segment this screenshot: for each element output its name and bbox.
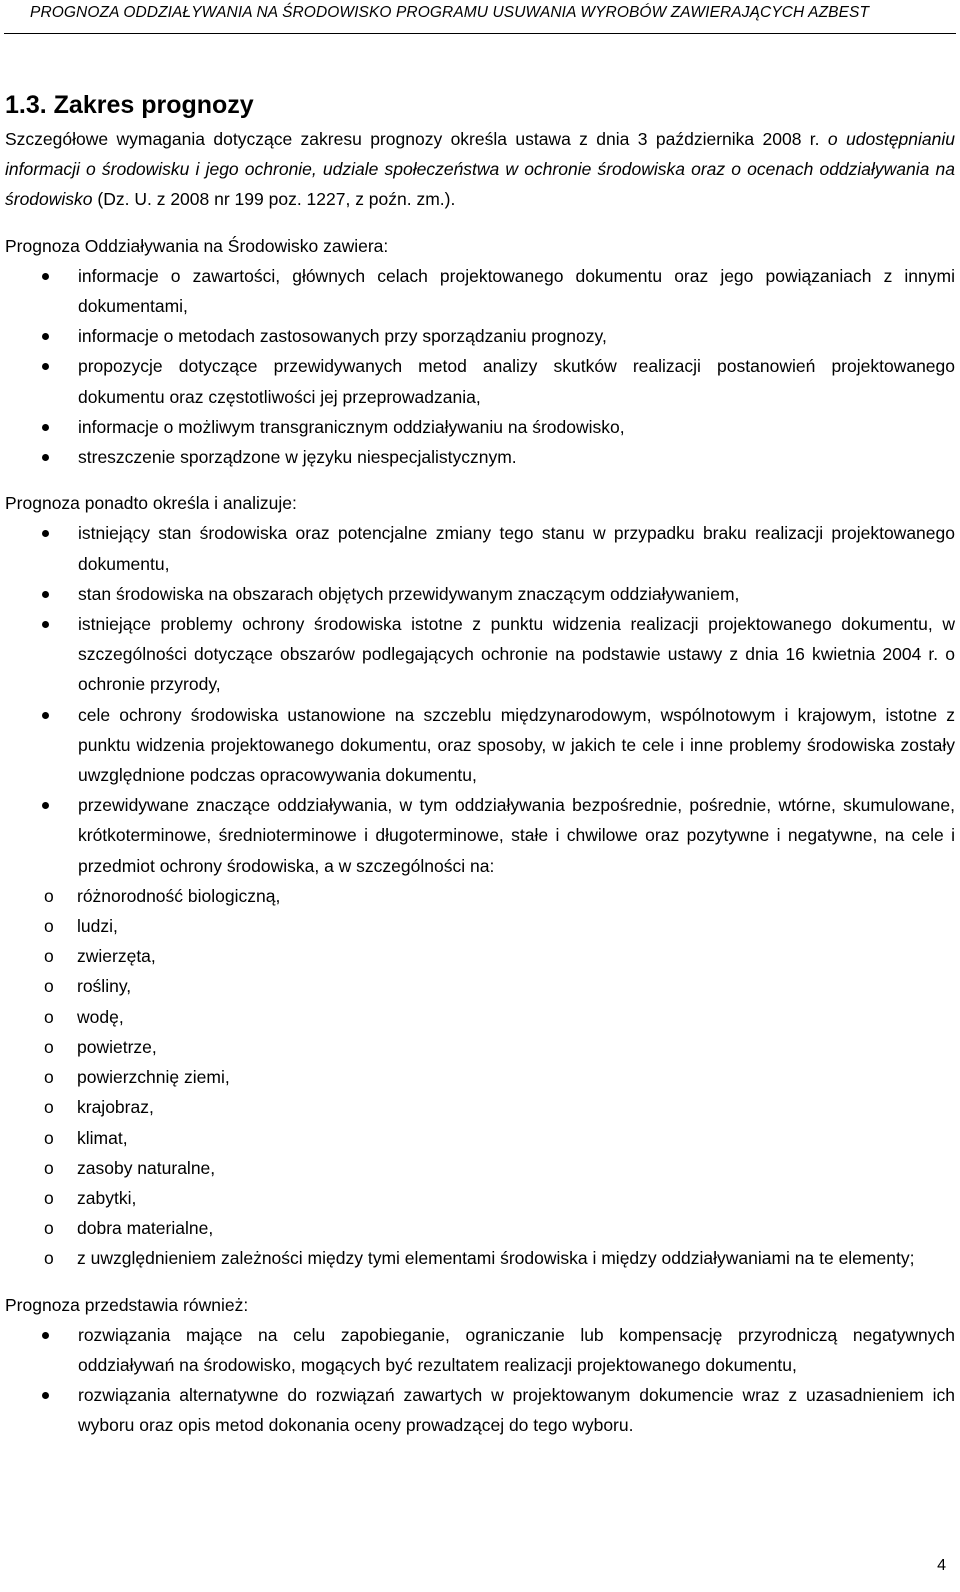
sublist-item: o zasoby naturalne,: [44, 1153, 955, 1183]
sublist-item: o klimat,: [44, 1123, 955, 1153]
intro-italic-text: o udostępnianiu informacji o środowisku i jego ochronie, udziale społeczeństwa w ochronie środowiska oraz o ocenach oddziaływania na środowisko: [5, 129, 955, 210]
list-item: [5, 790, 955, 881]
list-item: informacje o metodach zastosowanych przy sporządzaniu prognozy,: [5, 321, 955, 351]
section-intro-paragraph: [5, 124, 955, 215]
sublist-item: o powietrze,: [44, 1032, 955, 1062]
sublist-item: o zabytki,: [44, 1183, 955, 1213]
list-item: rozwiązania mające na celu zapobieganie, ograniczanie lub kompensację przyrodniczą negatywnych oddziaływań na środowisko, mogących być rezultatem realizacji projektowanego dokumentu,: [5, 1320, 955, 1380]
intro-citation-text: (Dz. U. z 2008 nr 199 poz. 1227, z poźn. zm.).: [92, 189, 456, 210]
sublist-item: o krajobraz,: [44, 1092, 955, 1122]
list-item: istniejący stan środowiska oraz potencjalne zmiany tego stanu w przypadku braku realizacji projektowanego dokumentu,: [5, 518, 955, 578]
block2-sublist: [44, 881, 955, 1274]
block2-list: [5, 518, 955, 880]
block3-list: [5, 1320, 955, 1441]
list-item: stan środowiska na obszarach objętych przewidywanym znaczącym oddziaływaniem,: [5, 579, 955, 609]
list-item: istniejące problemy ochrony środowiska istotne z punktu widzenia realizacji projektowanego dokumentu, w szczególności dotyczące obszarów podlegających ochronie na podstawie ustawy z dnia 16 kwietnia 2004 r. o ochronie przyrody,: [5, 609, 955, 700]
document-body: [5, 86, 955, 1441]
block1-lead: Prognoza Oddziaływania na Środowisko zawiera:: [5, 235, 389, 256]
header-title: PROGNOZA ODDZIAŁYWANIA NA ŚRODOWISKO PROGRAMU USUWANIA WYROBÓW ZAWIERAJĄCYCH AZBEST: [30, 4, 870, 21]
list-item: streszczenie sporządzone w języku niespecjalistycznym.: [5, 442, 955, 472]
list-item: rozwiązania alternatywne do rozwiązań zawartych w projektowanym dokumencie wraz z uzasadnieniem ich wyboru oraz opis metod dokonania oceny prowadzącej do tego wyboru.: [5, 1380, 955, 1440]
list-item-text: przewidywane znaczące oddziaływania, w tym oddziaływania bezpośrednie, pośrednie, wtórne, skumulowane, krótkoterminowe, średnioterminowe i długoterminowe, stałe i chwilowe oraz pozytywne i negatywne, na cele i przedmiot ochrony środowiska, a w szczególności na:: [78, 795, 955, 876]
sublist-item: o ludzi,: [44, 911, 955, 941]
list-item: informacje o możliwym transgranicznym oddziaływaniu na środowisko,: [5, 412, 955, 442]
sublist-item: o zwierzęta,: [44, 941, 955, 971]
page-number: 4: [937, 1557, 946, 1574]
section-heading: 1.3. Zakres prognozy: [5, 91, 254, 119]
page-header: [0, 0, 960, 34]
sublist-item: o dobra materialne,: [44, 1213, 955, 1243]
list-item: cele ochrony środowiska ustanowione na szczeblu międzynarodowym, wspólnotowym i krajowym, istotne z punktu widzenia projektowanego dokumentu, oraz sposoby, w jakich te cele i inne problemy środowiska zostały uwzględnione podczas opracowywania dokumentu,: [5, 700, 955, 791]
list-item: informacje o zawartości, głównych celach projektowanego dokumentu oraz jego powiązaniach z innymi dokumentami,: [5, 261, 955, 321]
block3-lead: Prognoza przedstawia również:: [5, 1294, 249, 1315]
block1-list: [5, 261, 955, 472]
sublist-item: o powierzchnię ziemi,: [44, 1062, 955, 1092]
sublist-item: o różnorodność biologiczną,: [44, 881, 955, 911]
sublist-item: o rośliny,: [44, 971, 955, 1001]
block2-lead: Prognoza ponadto określa i analizuje:: [5, 493, 297, 514]
sublist-item: o wodę,: [44, 1002, 955, 1032]
header-divider: [4, 33, 956, 34]
list-item: propozycje dotyczące przewidywanych metod analizy skutków realizacji postanowień projektowanego dokumentu oraz częstotliwości jej przeprowadzania,: [5, 351, 955, 411]
sublist-item: o z uwzględnieniem zależności między tymi elementami środowiska i między oddziaływaniami na te elementy;: [44, 1243, 955, 1273]
intro-plain-text: Szczegółowe wymagania dotyczące zakresu prognozy określa ustawa z dnia 3 października 2008 r.: [5, 129, 828, 149]
